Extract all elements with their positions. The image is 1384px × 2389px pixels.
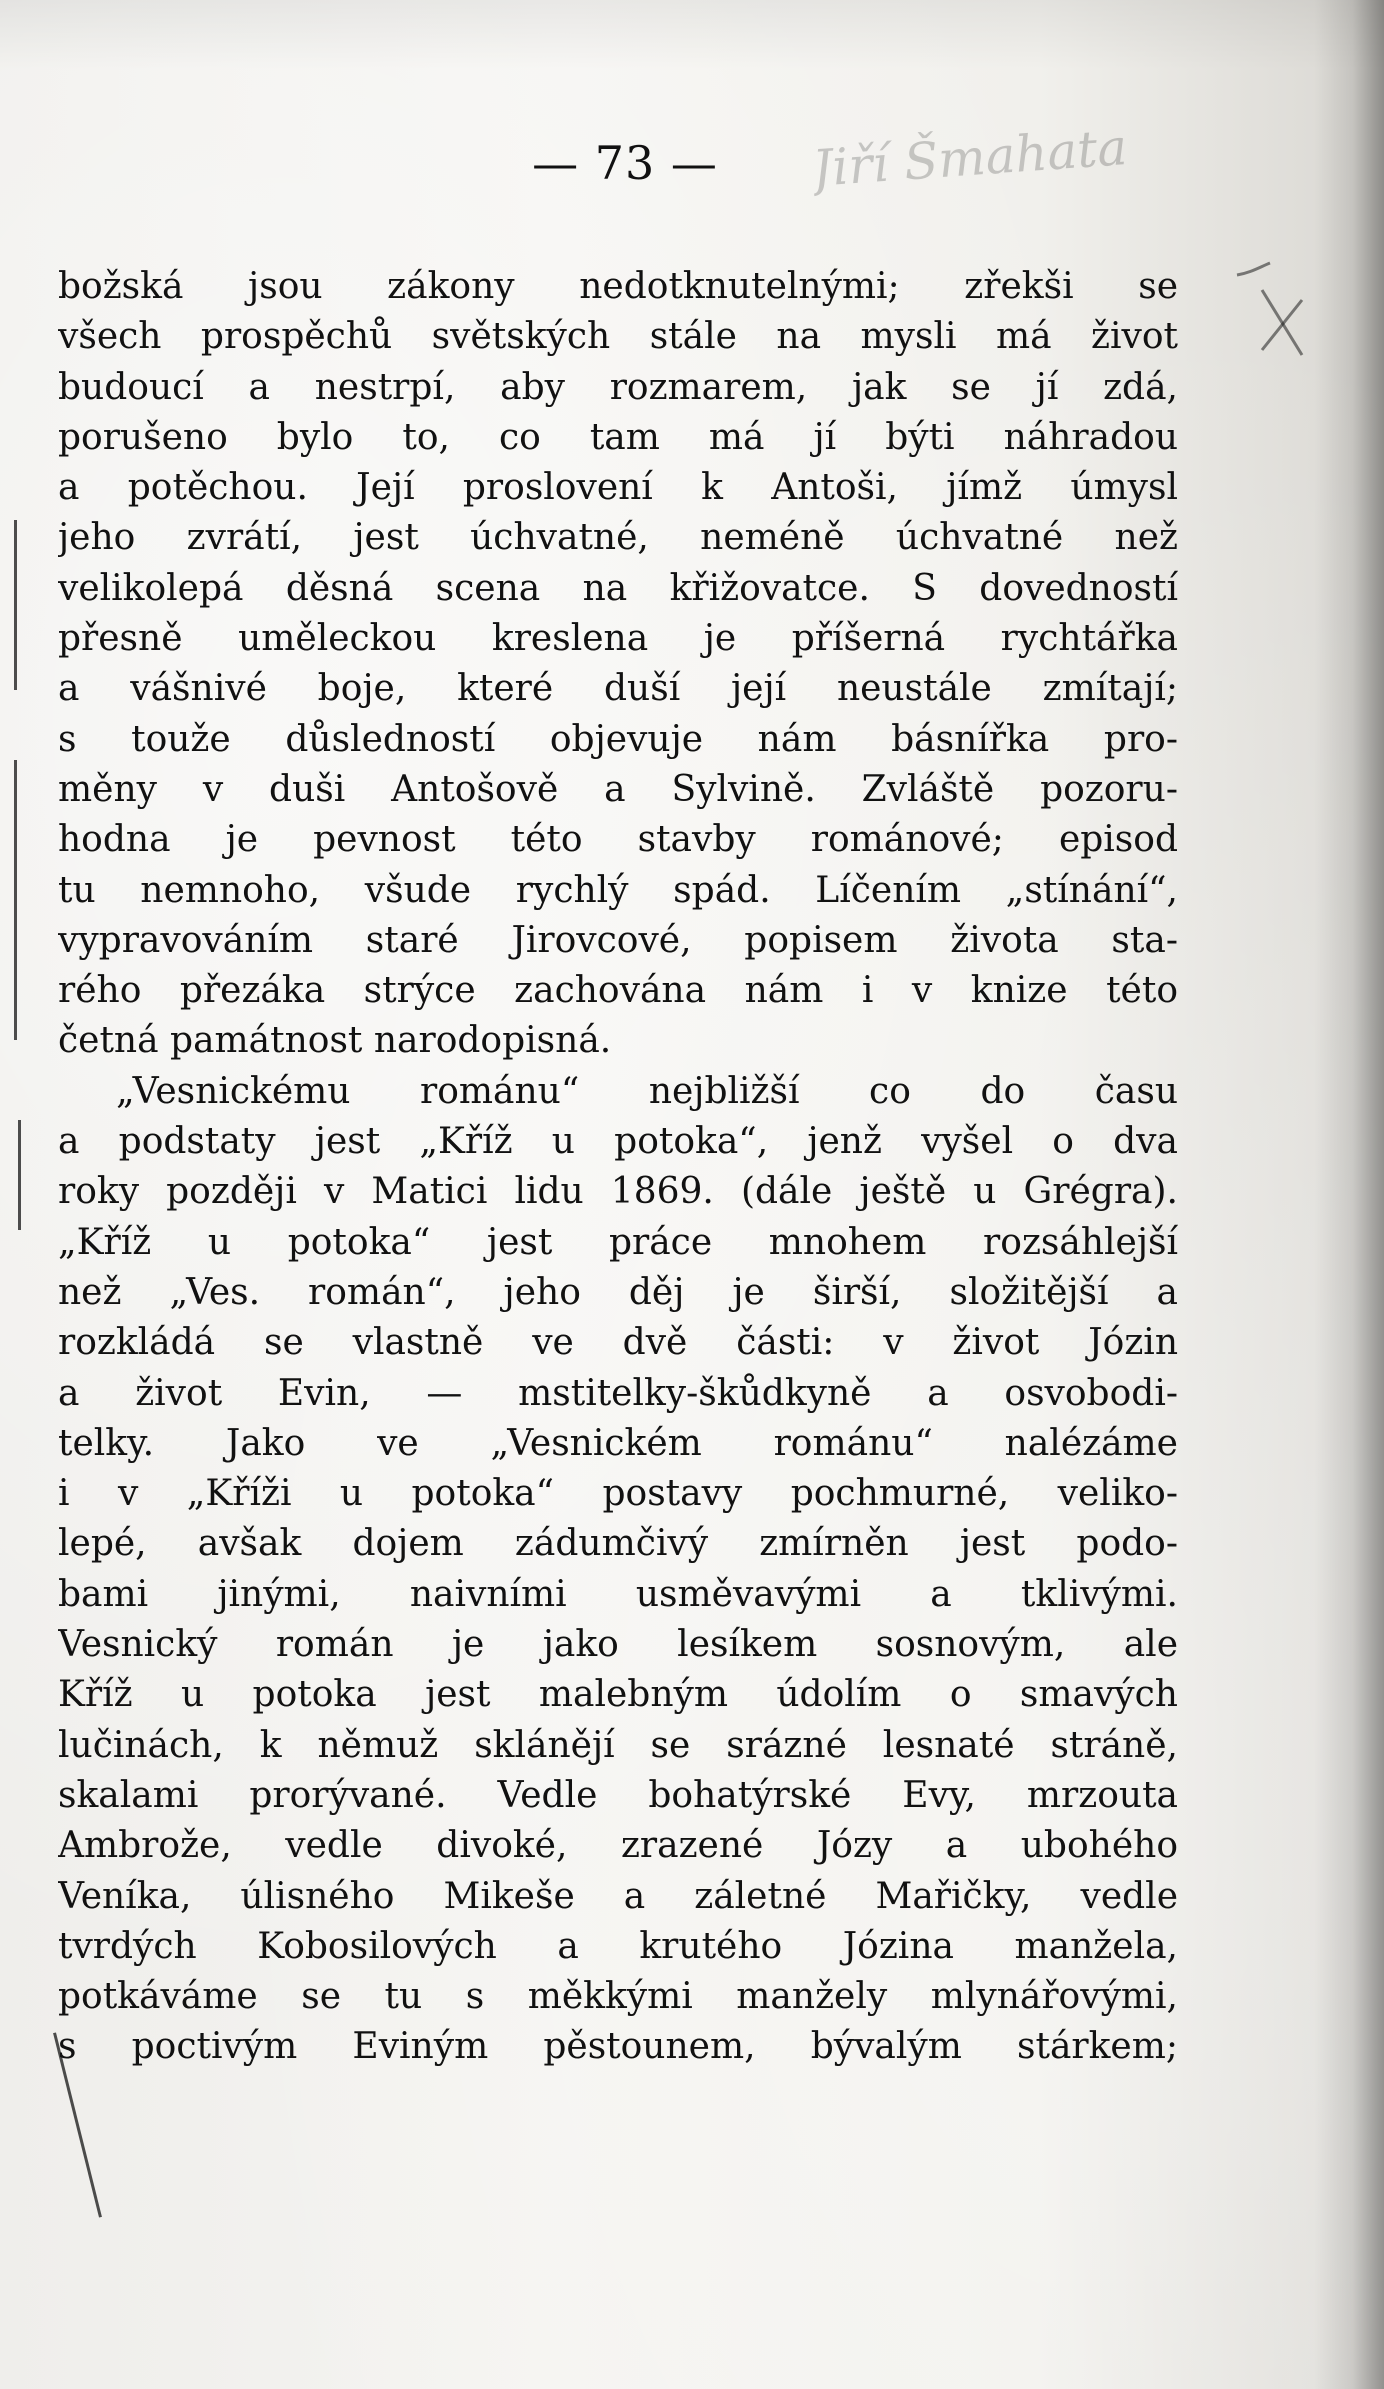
- text-line: bami jinými, naivními usměvavými a tklivými.: [58, 1573, 1178, 1615]
- text-line: a podstaty jest „Kříž u potoka“, jenž vyšel o dva: [58, 1121, 1178, 1163]
- text-line: rozkládá se vlastně ve dvě části: v život Józin: [58, 1322, 1178, 1364]
- text-line: božská jsou zákony nedotknutelnými; zřekši se: [58, 266, 1178, 307]
- margin-mark: [18, 1120, 21, 1230]
- text-line: „Kříž u potoka“ jest práce mnohem rozsáhlejší: [58, 1221, 1178, 1263]
- page-gutter-shadow: [1314, 0, 1384, 2389]
- text-line: vypravováním staré Jirovcové, popisem života sta-: [58, 919, 1178, 961]
- text-line: měny v duši Antošově a Sylvině. Zvláště pozoru-: [58, 768, 1178, 810]
- text-line: telky. Jako ve „Vesnickém románu“ nalézáme: [58, 1422, 1178, 1464]
- page-number: — 73 —: [532, 136, 718, 190]
- text-line: budoucí a nestrpí, aby rozmarem, jak se jí zdá,: [58, 366, 1178, 408]
- page-header: [0, 117, 1384, 198]
- text-line: přesně uměleckou kreslena je příšerná rychtářka: [58, 618, 1178, 660]
- page-top-edge: [0, 0, 1384, 70]
- text-line: „Vesnickému románu“ nejbližší co do času: [116, 1070, 1178, 1112]
- text-line: i v „Kříži u potoka“ postavy pochmurné, veliko-: [58, 1473, 1178, 1515]
- text-line: Veníka, úlisného Mikeše a záletné Mařičky, vedle: [58, 1875, 1178, 1917]
- body-text: [58, 262, 1178, 2073]
- text-line: porušeno bylo to, co tam má jí býti náhradou: [58, 416, 1178, 458]
- text-line: a život Evin, — mstitelky-škůdkyně a osvobodi-: [58, 1372, 1178, 1414]
- text-line: a vášnivé boje, které duší její neustále zmítají;: [58, 668, 1178, 710]
- text-line: lepé, avšak dojem zádumčivý zmírněn jest podo-: [58, 1523, 1178, 1565]
- text-line: skalami prorývané. Vedle bohatýrské Evy, mrzouta: [58, 1774, 1178, 1816]
- text-line: roky později v Matici lidu 1869. (dále ještě u Grégra).: [58, 1171, 1178, 1213]
- text-line: lučinách, k němuž sklánějí se srázné lesnaté stráně,: [58, 1724, 1178, 1766]
- text-line: četná památnost narodopisná.: [58, 1020, 612, 1062]
- text-line: Vesnický román je jako lesíkem sosnovým, ale: [58, 1624, 1178, 1666]
- text-line: velikolepá děsná scena na křižovatce. S dovedností: [58, 567, 1178, 609]
- text-line: Ambrože, vedle divoké, zrazené Józy a ubohého: [58, 1825, 1178, 1867]
- handwritten-signature: Jiří Šmahata: [810, 117, 1129, 198]
- margin-mark: [14, 520, 17, 690]
- left-margin-marks: [6, 520, 36, 2220]
- text-line: rého přezáka strýce zachována nám i v knize této: [58, 970, 1178, 1012]
- text-line: tu nemnoho, všude rychlý spád. Líčením „stínání“,: [58, 869, 1178, 911]
- margin-mark: [14, 760, 17, 1040]
- text-line: jeho zvrátí, jest úchvatné, neméně úchvatné než: [58, 517, 1178, 559]
- text-line: potkáváme se tu s měkkými manžely mlynářovými,: [58, 1976, 1178, 2018]
- text-line: Kříž u potoka jest malebným údolím o smavých: [58, 1674, 1178, 1716]
- text-line: a potěchou. Její proslovení k Antoši, jímž úmysl: [58, 467, 1178, 509]
- text-line: všech prospěchů světských stále na mysli má život: [58, 316, 1178, 358]
- text-line: než „Ves. román“, jeho děj je širší, složitější a: [58, 1271, 1178, 1313]
- text-line: tvrdých Kobosilových a krutého Józina manžela,: [58, 1925, 1178, 1967]
- text-line: hodna je pevnost této stavby románové; episod: [58, 819, 1178, 861]
- right-margin-pencil-marks: [1202, 245, 1322, 445]
- text-line: s poctivým Eviným pěstounem, bývalým stárkem;: [58, 2026, 1178, 2068]
- text-line: s touže důsledností objevuje nám básnířka pro-: [58, 718, 1178, 760]
